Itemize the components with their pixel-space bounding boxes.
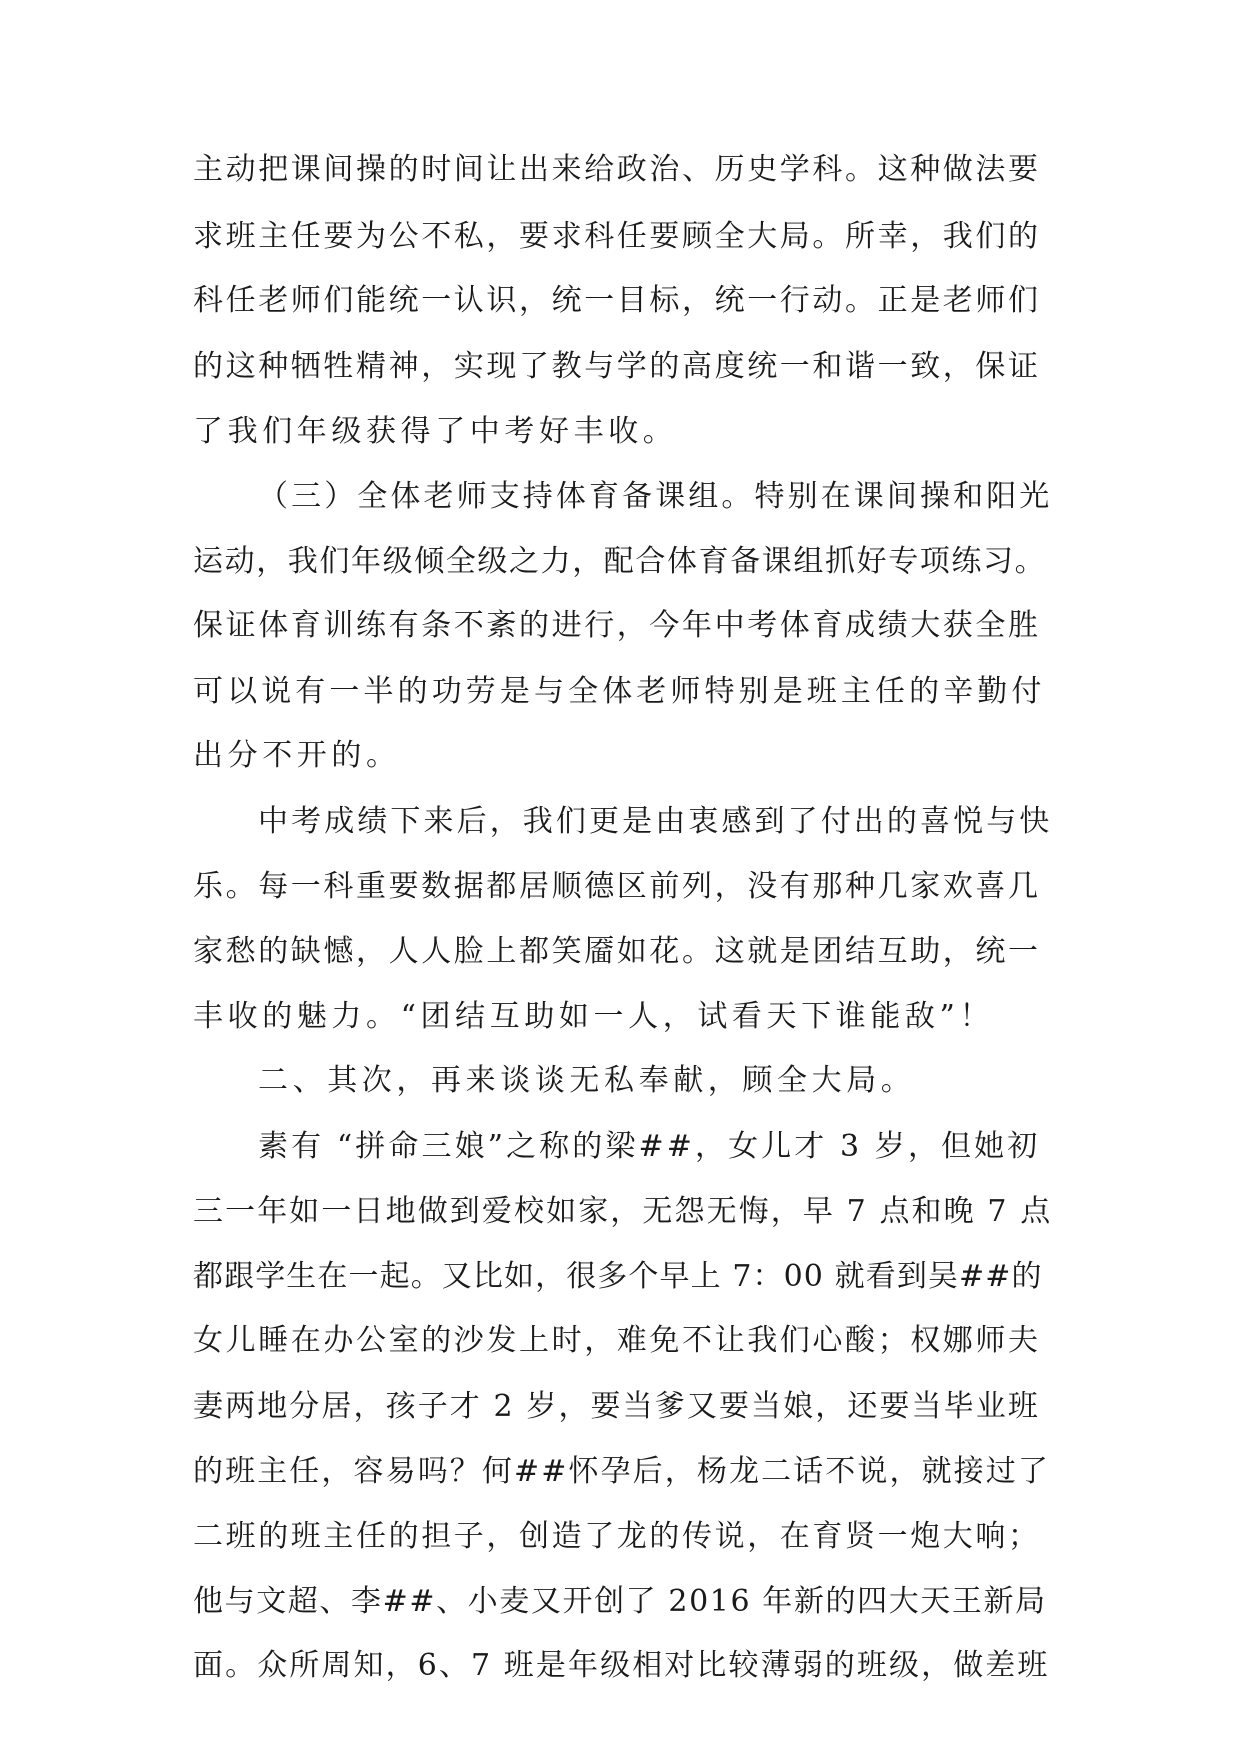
- text-line: 运动，我们年级倾全级之力，配合体育备课组抓好专项练习。: [193, 544, 1047, 579]
- text-line: 乐。每一科重要数据都居顺德区前列，没有那种几家欢喜几: [193, 869, 1041, 904]
- text-line: 女儿睡在办公室的沙发上时，难免不让我们心酸；权娜师夫: [193, 1323, 1041, 1358]
- text-line: 都跟学生在一起。又比如，很多个早上 7：00 就看到吴##的: [193, 1259, 1043, 1294]
- text-line: 家愁的缺憾，人人脸上都笑靥如花。这就是团结互助，统一: [193, 934, 1041, 969]
- text-line: 的这种牺牲精神，实现了教与学的高度统一和谐一致，保证: [193, 349, 1041, 384]
- text-line: 科任老师们能统一认识，统一目标，统一行动。正是老师们: [193, 283, 1041, 318]
- text-line: （三）全体老师支持体育备课组。特别在课间操和阳光: [258, 479, 1053, 514]
- text-line: 妻两地分居，孩子才 2 岁，要当爹又要当娘，还要当毕业班: [193, 1389, 1040, 1424]
- text-line: 面。众所周知，6、7 班是年级相对比较薄弱的班级，做差班: [193, 1648, 1050, 1683]
- text-line: 了我们年级获得了中考好丰收。: [193, 414, 678, 449]
- text-line: 保证体育训练有条不紊的进行，今年中考体育成绩大获全胜: [193, 608, 1041, 643]
- text-line: 三一年如一日地做到爱校如家，无怨无悔，早 7 点和晚 7 点: [193, 1194, 1053, 1229]
- text-line: 他与文超、李##、小麦又开创了 2016 年新的四大天王新局: [193, 1584, 1047, 1619]
- text-line: 求班主任要为公不私，要求科任要顾全大局。所幸，我们的: [193, 219, 1041, 254]
- text-line: 中考成绩下来后，我们更是由衷感到了付出的喜悦与快: [258, 804, 1053, 839]
- text-line: 二、其次，再来谈谈无私奉献，顾全大局。: [258, 1063, 916, 1098]
- text-line: 的班主任，容易吗？何##怀孕后，杨龙二话不说，就接过了: [193, 1454, 1050, 1489]
- text-line: 可以说有一半的功劳是与全体老师特别是班主任的辛勤付: [193, 674, 1046, 709]
- text-line: 二班的班主任的担子，创造了龙的传说，在育贤一炮大响；: [193, 1519, 1041, 1554]
- text-line: 素有 “拼命三娘”之称的梁##，女儿才 3 岁，但她初: [258, 1129, 1041, 1164]
- text-line: 出分不开的。: [193, 738, 401, 773]
- text-line: 主动把课间操的时间让出来给政治、历史学科。这种做法要: [193, 152, 1041, 187]
- text-line: 丰收的魅力。“团结互助如一人，试看天下谁能敌”！: [193, 999, 995, 1034]
